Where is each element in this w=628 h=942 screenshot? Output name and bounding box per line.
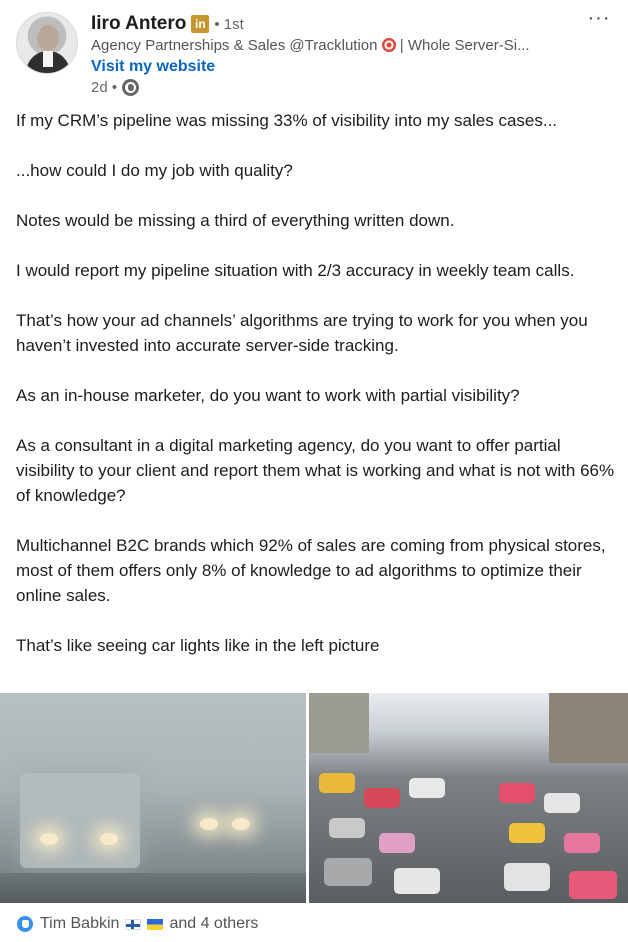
- post-meta: [91, 79, 139, 96]
- car-shape: [324, 858, 372, 886]
- post-header: [16, 7, 612, 98]
- post-paragraph: If my CRM’s pipeline was missing 33% of visibility into my sales cases...: [16, 111, 558, 130]
- post-paragraph: Notes would be missing a third of everything written down.: [16, 211, 455, 230]
- building-shape: [309, 693, 369, 753]
- car-shape: [409, 778, 445, 798]
- post-paragraph: As an in-house marketer, do you want to work with partial visibility?: [16, 386, 520, 405]
- target-icon: [382, 38, 396, 52]
- car-shape: [504, 863, 550, 891]
- finland-flag-icon: [125, 919, 141, 930]
- linkedin-premium-icon: in: [191, 15, 209, 33]
- headlight: [40, 833, 58, 845]
- post-paragraph: That’s how your ad channels’ algorithms are trying to work for you when you haven’t invested into accurate server-side tracking.: [16, 311, 588, 355]
- reactions-others: and 4 others: [169, 915, 259, 932]
- car-shape: [509, 823, 545, 843]
- car-shape: [544, 793, 580, 813]
- foggy-road-image[interactable]: [0, 693, 306, 903]
- truck-shape: [20, 773, 140, 868]
- reactions-summary[interactable]: [16, 912, 258, 936]
- car-shape: [394, 868, 440, 894]
- headlight: [232, 818, 250, 830]
- car-shape: [379, 833, 415, 853]
- car-shape: [569, 871, 617, 899]
- car-shape: [564, 833, 600, 853]
- headline-rest: | Whole Server-Si...: [395, 37, 530, 54]
- post-paragraph: As a consultant in a digital marketing agency, do you want to offer partial visibility to your client and report them what is working and what is not with 66% of knowledge?: [16, 436, 615, 505]
- car-shape: [499, 783, 535, 803]
- car-shape: [319, 773, 355, 793]
- author-headline: [91, 37, 571, 54]
- author-name[interactable]: Iiro Antero: [91, 13, 187, 34]
- headlight: [100, 833, 118, 845]
- like-icon: [16, 915, 34, 933]
- post-body: [16, 108, 616, 683]
- post-paragraph: ...how could I do my job with quality?: [16, 161, 293, 180]
- more-options-button[interactable]: ···: [587, 7, 611, 29]
- reactor-name: Tim Babkin: [40, 915, 120, 932]
- traffic-jam-image[interactable]: [309, 693, 628, 903]
- post-images[interactable]: [0, 693, 628, 903]
- headline-text: Agency Partnerships & Sales @Tracklution: [91, 37, 378, 54]
- globe-icon: [122, 79, 139, 96]
- building-shape: [549, 693, 628, 763]
- connection-degree: • 1st: [214, 15, 244, 33]
- author-name-row: [91, 12, 244, 36]
- post-time: 2d •: [91, 79, 118, 96]
- post-paragraph: That’s like seeing car lights like in the left picture: [16, 636, 380, 655]
- road-shape: [0, 873, 306, 903]
- post-paragraph: Multichannel B2C brands which 92% of sales are coming from physical stores, most of them offers only 8% of knowledge to ad algorithms to optimize their online sales.: [16, 536, 606, 605]
- car-shape: [364, 788, 400, 808]
- headlight: [200, 818, 218, 830]
- post-paragraph: I would report my pipeline situation with 2/3 accuracy in weekly team calls.: [16, 261, 575, 280]
- ukraine-flag-icon: [147, 919, 163, 930]
- visit-website-link[interactable]: Visit my website: [91, 58, 216, 75]
- car-shape: [329, 818, 365, 838]
- author-avatar[interactable]: [16, 12, 78, 74]
